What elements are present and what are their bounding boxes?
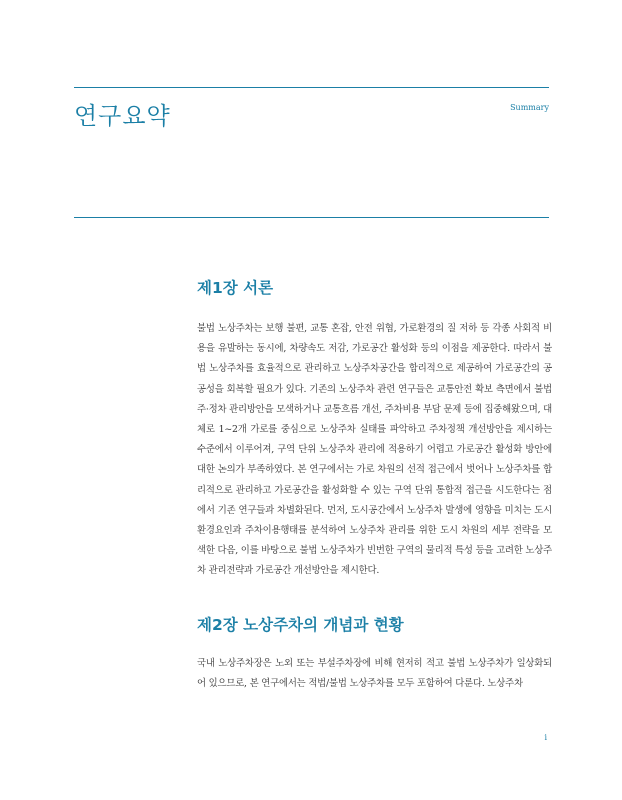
section-label: Summary [510,103,549,112]
page-number: i [544,733,547,742]
page-title: 연구요약 [74,102,171,130]
chapter-2 [197,613,552,694]
header-divider [74,217,549,218]
top-divider [74,87,549,88]
chapter-2-body: 국내 노상주차장은 노외 또는 부설주차장에 비해 현저히 적고 불법 노상주차가 일상화되어 있으므로, 본 연구에서는 적법/불법 노상주차를 모두 포함하여 다룬다. 노상주차 [197,658,552,690]
chapter-2-heading: 제2장 노상주차의 개념과 현황 [197,616,404,634]
chapter-1-body: 불법 노상주차는 보행 불편, 교통 혼잡, 안전 위협, 가로환경의 질 저하 등 각종 사회적 비용을 유발하는 동시에, 차량속도 저감, 가로공간 활성화 등의 이점을 제공한다. 따라서 불법 노상주차를 효율적으로 관리하고 노상주차공간을 합리적으로 제공하여 가로공간의 공공성을 회복할 필요가 있다. 기존의 노상주차 관련 연구들은 교통안전 확보 측면에서 불법 주·정차 관리방안을 모색하거나 교통흐름 개선, 주차비용 부담 문제 등에 집중해왔으며, 대체로 1~2개 가로를 중심으로 노상주차 실태를 파악하고 주차정책 개선방안을 제시하는 수준에서 이루어져, 구역 단위 노상주차 관리에 적용하기 어렵고 가로공간 활성화 방안에 대한 논의가 부족하였다. 본 연구에서는 가로 차원의 선적 접근에서 벗어나 노상주차를 합리적으로 관리하고 가로공간을 활성화할 수 있는 구역 단위 통합적 접근을 시도한다는 점에서 기존 연구들과 차별화된다. 먼저, 도시공간에서 노상주차 발생에 영향을 미치는 도시환경요인과 주차이용행태를 분석하여 노상주차 관리를 위한 도시 차원의 세부 전략을 모색한 다음, 이를 바탕으로 불법 노상주차가 빈번한 구역의 물리적 특성 등을 고려한 노상주차 관리전략과 가로공간 개선방안을 제시한다. [197,323,552,577]
chapter-1-heading: 제1장 서론 [197,279,274,297]
chapter-1 [197,276,552,582]
